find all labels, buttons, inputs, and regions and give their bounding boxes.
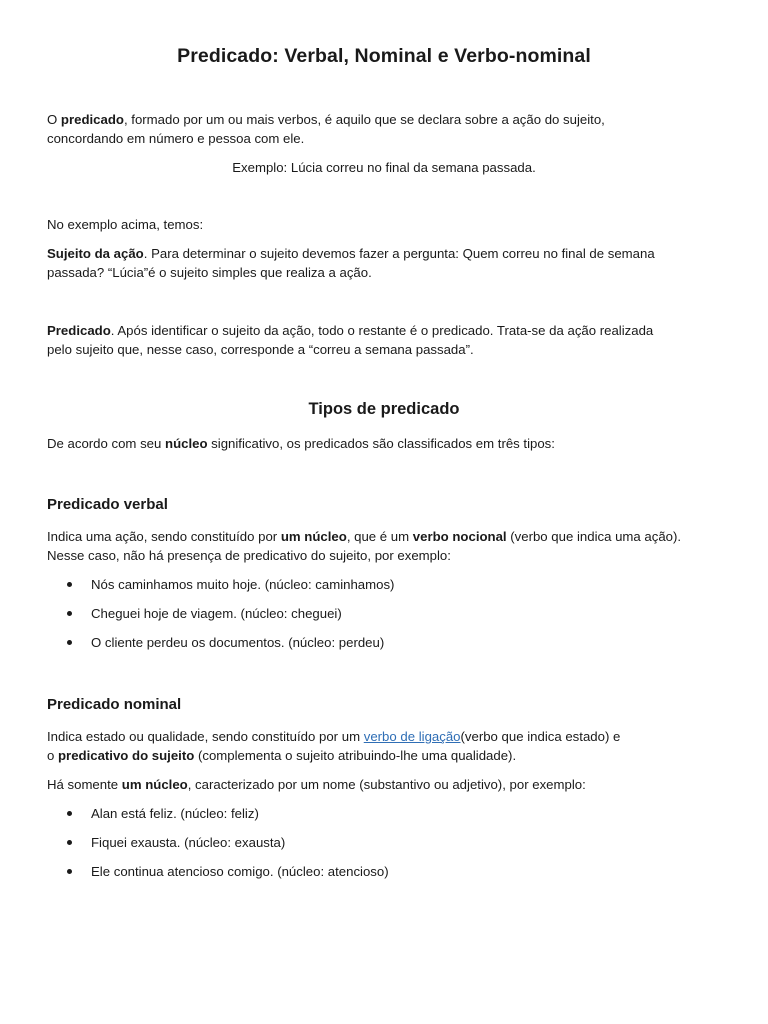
intro-text-3: concordando em número e pessoa com ele.	[47, 131, 305, 146]
bullet-icon	[67, 869, 72, 874]
intro-text-2: , formado por um ou mais verbos, é aquilo que se declara sobre a ação do sujeito,	[123, 112, 605, 127]
nominal-text-2: (verbo que indica estado) e	[460, 729, 621, 744]
verbal-text-2: , que é um	[346, 529, 413, 544]
list-item	[67, 804, 259, 823]
verbal-heading: Predicado verbal	[47, 496, 168, 513]
nominal-nucleo-paragraph	[47, 775, 727, 794]
bullet-icon	[67, 840, 72, 845]
tipos-bold-nucleo: núcleo	[165, 436, 208, 451]
nominal-text-4: (complementa o sujeito atribuindo-lhe uma qualidade).	[194, 748, 517, 763]
list-item	[67, 862, 389, 881]
bullet-icon	[67, 582, 72, 587]
list-item-text: Nós caminhamos muito hoje. (núcleo: caminhamos)	[91, 577, 395, 592]
example-sentence: Exemplo: Lúcia correu no final da semana passada.	[232, 160, 536, 175]
sujeito-line-1: . Para determinar o sujeito devemos fazer a pergunta: Quem correu no final de semana	[143, 246, 655, 261]
nominal-text-1: Indica estado ou qualidade, sendo constituído por um	[47, 729, 364, 744]
list-item-text: Alan está feliz. (núcleo: feliz)	[91, 806, 259, 821]
predicado-line-2: pelo sujeito que, nesse caso, corresponde a “correu a semana passada”.	[47, 342, 474, 357]
verbal-text-3: (verbo que indica uma ação).	[506, 529, 682, 544]
nominal-heading: Predicado nominal	[47, 696, 182, 713]
verbo-de-ligacao-link[interactable]: verbo de ligação	[363, 729, 461, 744]
predicado-bold: Predicado	[47, 323, 111, 338]
bullet-icon	[67, 611, 72, 616]
nominal-text-5: Há somente	[47, 777, 122, 792]
nominal-bold-um-nucleo: um núcleo	[121, 777, 188, 792]
bullet-icon	[67, 811, 72, 816]
list-item-text: O cliente perdeu os documentos. (núcleo: perdeu)	[91, 635, 385, 650]
verbal-bold-verbo-nocional: verbo nocional	[412, 529, 507, 544]
page-title: Predicado: Verbal, Nominal e Verbo-nominal	[177, 45, 591, 67]
verbal-line-2: Nesse caso, não há presença de predicativo do sujeito, por exemplo:	[47, 548, 451, 563]
tipos-paragraph	[47, 434, 727, 453]
bullet-icon	[67, 640, 72, 645]
intro-paragraph	[47, 110, 727, 148]
list-item	[67, 575, 394, 594]
sujeito-line-2: passada? “Lúcia”é o sujeito simples que realiza a ação.	[47, 265, 372, 280]
intro-bold-predicado: predicado	[60, 112, 124, 127]
verbal-text-1: Indica uma ação, sendo constituído por	[47, 529, 281, 544]
predicado-paragraph	[47, 321, 727, 359]
tipos-text-1: De acordo com seu	[47, 436, 166, 451]
verbal-paragraph	[47, 527, 727, 565]
nominal-paragraph	[47, 727, 727, 765]
nominal-text-6: , caracterizado por um nome (substantivo ou adjetivo), por exemplo:	[187, 777, 586, 792]
no-exemplo-text: No exemplo acima, temos:	[47, 217, 204, 232]
list-item-text: Fiquei exausta. (núcleo: exausta)	[91, 835, 286, 850]
list-item-text: Ele continua atencioso comigo. (núcleo: atencioso)	[91, 864, 389, 879]
list-item-text: Cheguei hoje de viagem. (núcleo: cheguei)	[91, 606, 342, 621]
tipos-text-2: significativo, os predicados são classificados em três tipos:	[207, 436, 555, 451]
verbal-bold-um-nucleo: um núcleo	[280, 529, 347, 544]
sujeito-bold: Sujeito da ação	[47, 246, 144, 261]
list-item	[67, 833, 285, 852]
nominal-bold-predicativo: predicativo do sujeito	[58, 748, 195, 763]
sujeito-paragraph	[47, 244, 727, 282]
list-item	[67, 604, 342, 623]
intro-text-1: O	[47, 112, 61, 127]
predicado-line-1: . Após identificar o sujeito da ação, todo o restante é o predicado. Trata-se da ação realizada	[110, 323, 654, 338]
tipos-heading: Tipos de predicado	[308, 400, 460, 418]
nominal-text-3: o	[47, 748, 58, 763]
list-item	[67, 633, 384, 652]
